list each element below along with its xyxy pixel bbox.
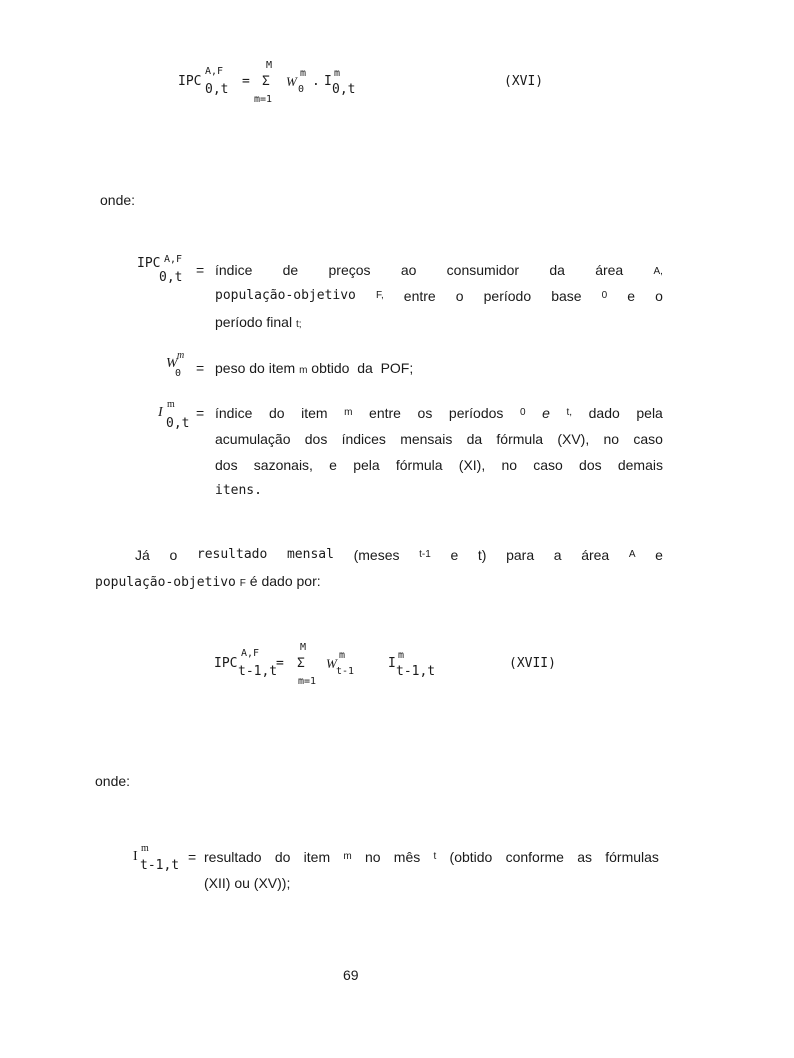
sigma-icon: Σ xyxy=(297,656,305,671)
word: F xyxy=(239,578,246,589)
word: no xyxy=(501,457,518,473)
formula-xvii xyxy=(214,640,594,690)
word: períodos xyxy=(448,405,504,421)
formula-xvi-i-sub: 0,t xyxy=(332,82,356,97)
word: e xyxy=(450,547,459,563)
def2-equals: = xyxy=(196,360,205,376)
word: acumulação xyxy=(215,431,291,447)
formula-xvi-sum-bottom: m=1 xyxy=(254,94,273,105)
formula-xvi-equals: = xyxy=(242,74,250,89)
def1-symbol xyxy=(137,256,160,271)
word: base xyxy=(551,288,582,304)
word: é dado por: xyxy=(249,573,321,589)
def1-symbol-sup: A,F xyxy=(164,254,183,265)
word: no xyxy=(603,431,620,447)
def1-symbol-sub: 0,t xyxy=(159,270,183,285)
def2-text xyxy=(215,355,413,384)
word: t) xyxy=(477,547,487,563)
def2-symbol-sub: 0 xyxy=(175,368,182,379)
word: pela xyxy=(353,457,380,473)
word: fórmula xyxy=(395,457,443,473)
word: população-objetivo xyxy=(215,288,356,303)
formula-xvii-i-sub: t-1,t xyxy=(396,664,436,679)
word: o xyxy=(655,288,663,304)
word: ao xyxy=(400,262,417,278)
word: a xyxy=(553,547,562,563)
formula-xvii-lhs-sub: t-1,t xyxy=(238,664,278,679)
word: e xyxy=(542,405,550,421)
word: 0 xyxy=(519,407,526,418)
def3-line2 xyxy=(215,426,663,452)
word: índice xyxy=(215,405,253,421)
word: mensal xyxy=(286,547,334,562)
def2-symbol-base: W xyxy=(166,356,178,371)
word: da xyxy=(466,431,483,447)
word: peso do item xyxy=(215,360,296,376)
word: dos xyxy=(304,431,328,447)
word: conforme xyxy=(505,849,564,865)
word: resultado xyxy=(196,547,268,562)
word: m xyxy=(299,365,308,376)
formula-xvii-w-sub: t-1 xyxy=(336,666,355,677)
formula-xvii-sum-bottom: m=1 xyxy=(298,676,317,687)
word: do xyxy=(274,849,291,865)
word: (obtido xyxy=(449,849,493,865)
formula-xvi-lhs xyxy=(178,74,201,89)
word: caso xyxy=(533,457,563,473)
paragraph-line2 xyxy=(95,568,321,597)
formula-xvi-lhs-sup: A,F xyxy=(205,66,224,77)
formula-xvii-equals: = xyxy=(276,656,284,671)
word: t; xyxy=(295,319,302,330)
word: área xyxy=(595,262,624,278)
formula-xvii-i: I xyxy=(388,656,396,671)
word: do xyxy=(268,405,285,421)
word: demais xyxy=(617,457,663,473)
word: no xyxy=(364,849,381,865)
page-number: 69 xyxy=(343,967,359,983)
formula-xvii-w-sup: m xyxy=(339,650,346,661)
def1-equals: = xyxy=(196,262,205,278)
word: obtido da POF; xyxy=(311,360,414,376)
word: área xyxy=(581,547,610,563)
formula-xvii-w: W xyxy=(326,656,337,671)
def4-equals: = xyxy=(188,849,197,865)
word: e xyxy=(655,547,663,563)
word: período xyxy=(483,288,532,304)
word: da xyxy=(549,262,565,278)
word: Já xyxy=(135,547,150,563)
formula-xvi-w: W xyxy=(286,74,297,89)
def1-line1 xyxy=(215,257,663,285)
def3-symbol-base: I xyxy=(158,405,163,420)
formula-xvi-dot: . xyxy=(312,74,320,89)
def3-line4: itens. xyxy=(215,483,262,498)
def1-line2 xyxy=(215,283,663,309)
onde-label: onde: xyxy=(100,192,136,208)
word: o xyxy=(455,288,464,304)
word: item xyxy=(301,405,328,421)
word: mensais xyxy=(400,431,453,447)
word: índices xyxy=(341,431,386,447)
word: (meses xyxy=(353,547,400,563)
formula-xvi-sum-top: M xyxy=(266,60,273,71)
word: as xyxy=(577,849,592,865)
word: resultado xyxy=(204,849,262,865)
def4-line2: (XII) ou (XV)); xyxy=(204,875,291,891)
formula-xvi-label: (XVI) xyxy=(504,74,544,89)
word: sazonais, xyxy=(253,457,313,473)
word: população-objetivo xyxy=(95,575,236,590)
word: t-1 xyxy=(419,549,431,560)
word: F, xyxy=(375,290,384,301)
sigma-icon: Σ xyxy=(262,74,270,89)
def3-symbol-sup: m xyxy=(167,399,175,410)
def3-line1 xyxy=(215,400,663,426)
def4-symbol-base: I xyxy=(133,849,138,864)
word: A, xyxy=(653,266,663,277)
def4-symbol-sub: t-1,t xyxy=(140,858,180,873)
word: período final xyxy=(215,314,293,330)
word: dado xyxy=(588,405,620,421)
word: fórmula xyxy=(496,431,544,447)
formula-xvii-lhs-sup: A,F xyxy=(241,648,260,659)
word: dos xyxy=(579,457,602,473)
word: os xyxy=(417,405,433,421)
word: dos xyxy=(215,457,238,473)
word: de xyxy=(282,262,299,278)
word: e xyxy=(627,288,636,304)
word: pela xyxy=(636,405,663,421)
formula-xvii-sum-top: M xyxy=(300,642,307,653)
def1-line3 xyxy=(215,309,302,338)
word: (XV), xyxy=(557,431,590,447)
onde-label: onde: xyxy=(95,773,131,789)
word: item xyxy=(303,849,331,865)
word: entre xyxy=(403,288,436,304)
def2-symbol-sup: m xyxy=(177,350,185,361)
word: e xyxy=(329,457,337,473)
word: (XI), xyxy=(458,457,486,473)
def3-line3 xyxy=(215,452,663,478)
word: m xyxy=(344,407,353,418)
word: entre xyxy=(369,405,401,421)
word: o xyxy=(169,547,178,563)
word: m xyxy=(343,851,352,862)
formula-xvi-lhs-sub: 0,t xyxy=(205,82,229,97)
formula-xvi-i-sup: m xyxy=(334,68,341,79)
def3-equals: = xyxy=(196,405,205,421)
word: para xyxy=(506,547,535,563)
formula-xvi-i: I xyxy=(324,74,332,89)
formula-xvi-w-sup: m xyxy=(300,68,307,79)
formula-xvi-lhs-base: IPC xyxy=(178,74,202,89)
def4-symbol-sup: m xyxy=(141,843,149,854)
def4-line1 xyxy=(204,844,659,870)
formula-xvi-w-sub: 0 xyxy=(298,84,305,95)
def3-symbol-sub: 0,t xyxy=(166,416,190,431)
formula-xvii-label: (XVII) xyxy=(509,656,556,671)
word: índice xyxy=(215,262,253,278)
word: A xyxy=(628,549,636,560)
def1-symbol-base: IPC xyxy=(137,256,161,271)
formula-xvii-lhs-base: IPC xyxy=(214,656,238,671)
word: preços xyxy=(328,262,371,278)
word: t xyxy=(433,851,437,862)
word: caso xyxy=(633,431,663,447)
word: consumidor xyxy=(446,262,520,278)
paragraph-line1 xyxy=(135,542,663,568)
word: fórmulas xyxy=(605,849,659,865)
word: mês xyxy=(393,849,421,865)
formula-xvi xyxy=(178,60,558,110)
word: t, xyxy=(566,407,573,418)
word: 0 xyxy=(601,290,608,301)
formula-xvii-i-sup: m xyxy=(398,650,405,661)
